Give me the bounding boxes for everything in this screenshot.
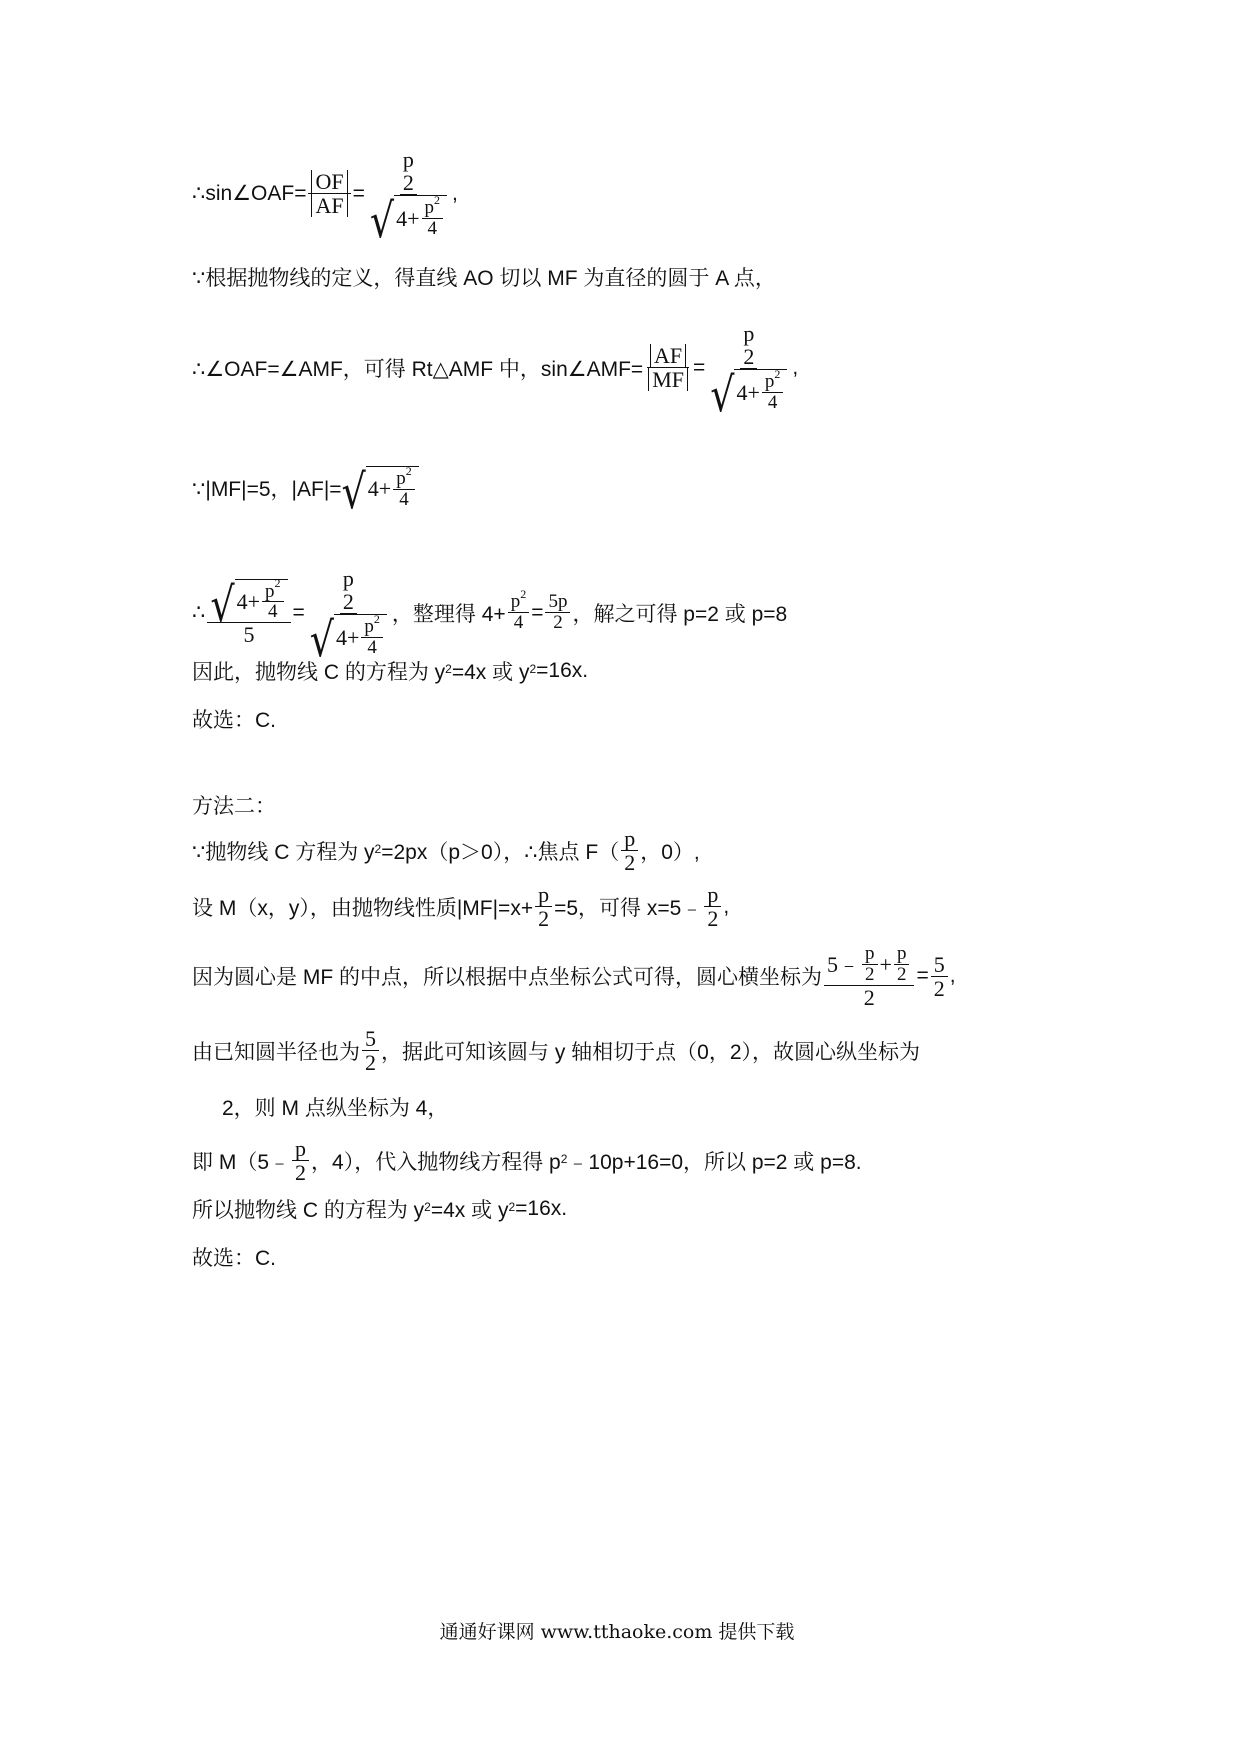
m1-l5-tail: ，解之可得 p=2 或 p=8	[572, 602, 788, 626]
fraction-5-over-2: $\frac{5}{2}$	[362, 1027, 379, 1074]
equals: =	[352, 181, 365, 205]
m2-line-answer	[192, 1242, 276, 1272]
fraction-5-over-2: $\frac{5}{2}$	[931, 953, 948, 1000]
m2-line-conclusion: 所以抛物线 C 的方程为 y $^2$ =4x 或 y $^2$ =16x.	[192, 1197, 568, 1222]
comma: ,	[452, 181, 458, 205]
fraction-p-over-2: $\frac{p}{2}$	[621, 827, 638, 874]
fraction-p2-over-sqrt: p 2 √ 4+ $\frac{p^2}{4}$	[307, 567, 390, 658]
comma: ,	[792, 355, 799, 379]
m2-line-radius: 由已知圆半径也为 $\frac{5}{2}$ ，据此可知该圆与 y 轴相切于点（0，2），故圆心纵坐标为	[192, 1026, 921, 1076]
m2-line-center-x: 因为圆心是 MF 的中点，所以根据中点坐标公式可得，圆心横坐标为 5﹣ $\frac{p}{2}$ + $\frac{p}{2}$ 2 = $\frac{5}{2}$ ,	[192, 943, 956, 1010]
fraction-p-over-2: $\frac{p}{2}$	[535, 883, 552, 930]
footer-credit: 通通好课网 www.tthaoke.com 提供下载	[439, 1621, 795, 1643]
m1-line-definition	[192, 262, 776, 292]
therefore: ∴	[192, 601, 206, 625]
two: 2	[402, 170, 414, 196]
m2-l5-text: 2，则 M 点纵坐标为 4，	[222, 1097, 449, 1120]
equals: =	[531, 600, 544, 624]
m2-answer: 故选：C.	[192, 1247, 276, 1270]
fraction-af-mf	[645, 344, 691, 391]
fraction-of-af	[308, 170, 350, 217]
fraction-p-over-2: $\frac{p}{2}$	[704, 883, 721, 930]
m1-l3-lead: ∴∠OAF=∠AMF，可得 Rt△AMF 中，sin∠AMF=	[192, 357, 644, 381]
p: p	[402, 147, 414, 172]
fraction-p-over-2: $\frac{p}{2}$	[292, 1137, 309, 1184]
m2-line-m-coords: 设 M（x，y），由抛物线性质|MF|=x+ $\frac{p}{2}$ =5，可得 x=5﹣ $\frac{p}{2}$ ,	[192, 882, 730, 932]
fraction-p2-over-sqrt	[367, 147, 450, 249]
abs-af: AF	[650, 344, 686, 367]
m1-l4-lead: ∵|MF|=5，|AF|=	[192, 477, 342, 501]
fraction-5p-over-2: $\frac{5p}{2}$	[545, 592, 570, 633]
fraction-p2-over-sqrt: p 2 √ 4+ $\frac{p^2}{4}$	[707, 322, 790, 413]
m1-line-answer	[192, 704, 276, 734]
m1-l2-text: ∵根据抛物线的定义，得直线 AO 切以 MF 为直径的圆于 A 点，	[192, 267, 776, 290]
m2-line-m-y	[222, 1092, 448, 1122]
five: 5	[243, 622, 255, 648]
m1-l1-lead: ∴sin∠OAF=	[192, 182, 307, 206]
fraction-center-x: 5﹣ $\frac{p}{2}$ + $\frac{p}{2}$ 2	[824, 944, 914, 1009]
abs-mf: MF	[648, 368, 688, 391]
m2-heading-text: 方法二：	[192, 795, 276, 818]
m1-line-sin-oaf	[192, 147, 458, 249]
equals: =	[292, 600, 305, 624]
abs-af: AF	[311, 194, 347, 217]
fraction-p2-over-4: $\frac{p^2}{4}$	[508, 592, 530, 633]
m1-line-solve	[192, 566, 788, 668]
m2-line-substitute: 即 M（5﹣ $\frac{p}{2}$ ，4），代入抛物线方程得 p $^2$ ﹣10p+16=0，所以 p=2 或 p=8.	[192, 1136, 862, 1186]
m1-answer: 故选：C.	[192, 709, 276, 732]
equals: =	[692, 355, 706, 379]
m2-heading	[192, 790, 276, 820]
abs-of: OF	[311, 170, 347, 193]
m2-line-focus: ∵抛物线 C 方程为 y $^2$ =2px（p＞0），∴焦点 F（ $\frac{p}{2}$ ，0）,	[192, 826, 700, 876]
sqrt: √ 4+ $\frac{p^2}{4}$	[370, 195, 447, 239]
m1-line-conclusion: 因此，抛物线 C 的方程为 y $^2$ =4x 或 y $^2$ =16x.	[192, 659, 589, 684]
four-plus: 4+	[396, 206, 420, 232]
sqrt-af: √ 4+ $\frac{p^2}{4}$	[342, 466, 419, 510]
m1-line-mf-af	[192, 463, 419, 520]
m1-l5-mid: ，整理得 4+	[391, 602, 506, 626]
m1-line-sin-amf	[192, 321, 799, 423]
fraction-sqrt-over-5: √ 4+ $\frac{p^2}{4}$ 5	[207, 579, 290, 647]
